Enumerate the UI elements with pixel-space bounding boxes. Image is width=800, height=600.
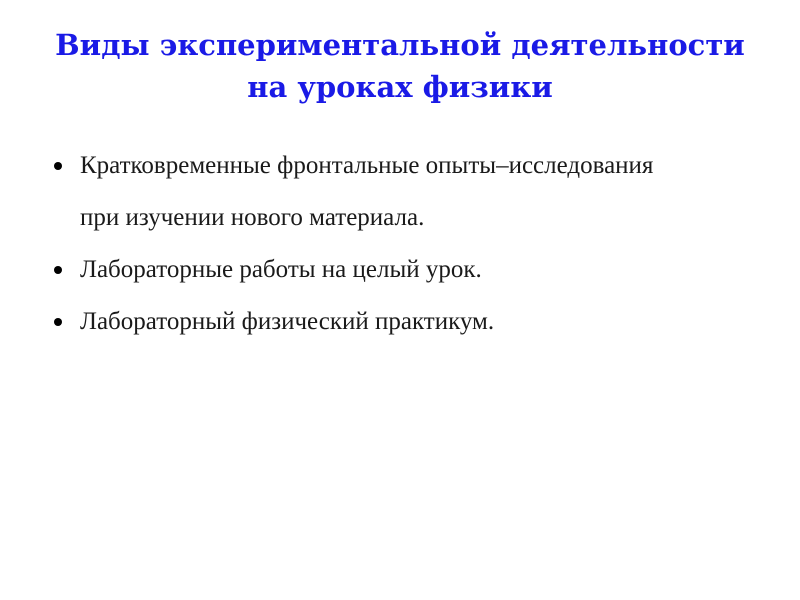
slide-title-line-1: Виды экспериментальной деятельности — [55, 28, 745, 62]
bullet-dot-icon — [54, 266, 62, 274]
list-item-line: Кратковременные фронтальные опыты–исследования — [80, 152, 654, 179]
list-item-lab-works — [46, 244, 776, 296]
bullet-dot-icon — [54, 162, 62, 170]
list-item-frontal-experiments — [46, 140, 776, 244]
bullet-dot-icon — [54, 318, 62, 326]
slide-title — [20, 24, 780, 108]
list-item-physics-practicum — [46, 296, 776, 348]
list-item-line: Лабораторный физический практикум. — [80, 308, 495, 335]
slide-title-line-2: на уроках физики — [247, 70, 553, 104]
bullet-list — [46, 140, 776, 348]
list-item-line: при изучении нового материала. — [80, 204, 425, 231]
list-item-line: Лабораторные работы на целый урок. — [80, 256, 482, 283]
